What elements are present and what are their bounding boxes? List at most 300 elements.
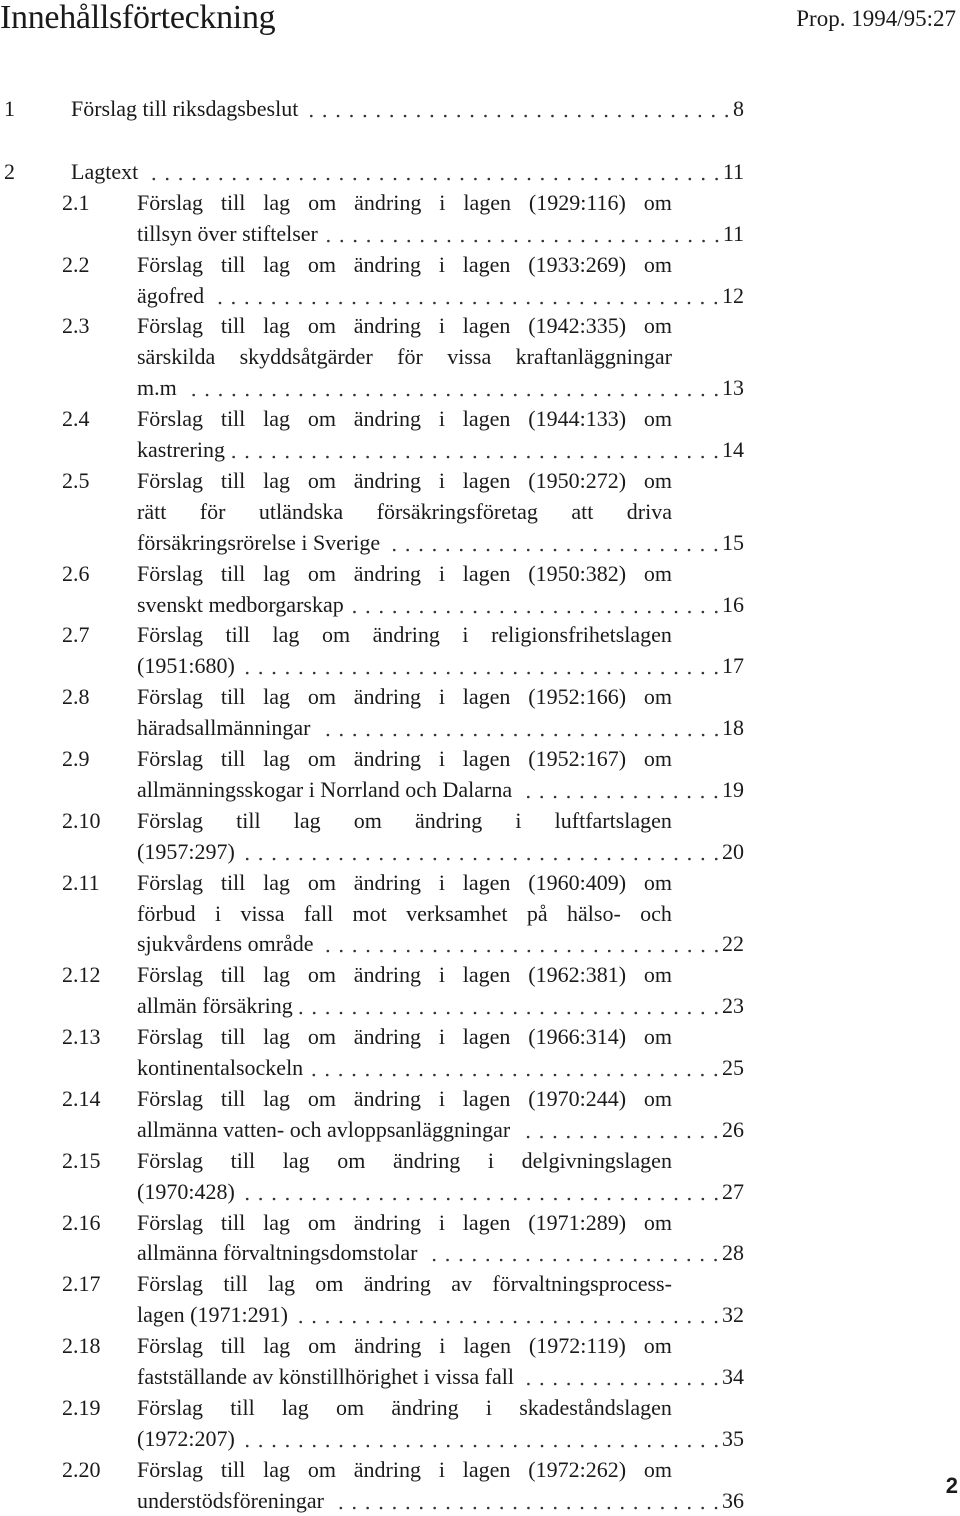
leader-dot — [313, 1444, 316, 1447]
leader-dot — [313, 1321, 316, 1324]
leader-dot — [340, 1444, 343, 1447]
leader-dot — [595, 178, 598, 181]
leader-dot — [340, 734, 343, 737]
dot-leader — [292, 1300, 718, 1330]
leader-dot — [554, 1074, 557, 1077]
toc-entry-title: Förslag till lag om ändring i lagen (1950:272) om — [137, 467, 672, 493]
leader-dot — [688, 456, 691, 459]
leader-dot — [460, 1444, 463, 1447]
leader-dot — [460, 1074, 463, 1077]
leader-dot — [447, 1197, 450, 1200]
dot-leader — [307, 1053, 718, 1083]
leader-dot — [541, 1321, 544, 1324]
leader-dot — [246, 1197, 249, 1200]
leader-dot — [688, 610, 691, 613]
leader-dot — [193, 178, 196, 181]
leader-dot — [715, 1506, 718, 1509]
toc-entry-title: Förslag till lag om ändring i delgivningslagen — [137, 1147, 672, 1173]
toc-entry-page: 14 — [722, 437, 744, 462]
leader-dot — [554, 1444, 557, 1447]
leader-dot — [621, 456, 624, 459]
leader-dot — [649, 239, 652, 242]
leader-dot — [648, 301, 651, 304]
leader-dot — [634, 610, 637, 613]
leader-dot — [632, 115, 635, 118]
leader-dot — [527, 301, 530, 304]
leader-dot — [500, 1259, 503, 1262]
toc-entry-line — [0, 620, 960, 650]
leader-dot — [447, 734, 450, 737]
leader-dot — [514, 1197, 517, 1200]
dot-leader — [239, 1424, 718, 1454]
leader-dot — [594, 796, 597, 799]
leader-dot — [527, 1074, 530, 1077]
leader-dot — [393, 734, 396, 737]
leader-dot — [448, 239, 451, 242]
leader-dot — [220, 178, 223, 181]
leader-dot — [567, 1383, 570, 1386]
leader-dot — [310, 115, 313, 118]
leader-dot — [326, 1197, 329, 1200]
leader-dot — [622, 178, 625, 181]
leader-dot — [487, 1012, 490, 1015]
leader-dot — [715, 1383, 718, 1386]
leader-dot — [514, 734, 517, 737]
leader-dot — [407, 734, 410, 737]
leader-dot — [716, 239, 719, 242]
leader-dot — [433, 548, 436, 551]
leader-dot — [433, 857, 436, 860]
leader-dot — [661, 1012, 664, 1015]
leader-dot — [621, 301, 624, 304]
leader-dot — [634, 1197, 637, 1200]
leader-dot — [420, 950, 423, 953]
leader-dot — [380, 950, 383, 953]
leader-dot — [688, 796, 691, 799]
leader-dot — [461, 239, 464, 242]
dot-leader — [514, 1115, 718, 1145]
toc-entry-line — [0, 775, 960, 805]
leader-dot — [634, 1383, 637, 1386]
toc-entry-line — [0, 1331, 960, 1361]
leader-dot — [608, 1074, 611, 1077]
leader-dot — [474, 1197, 477, 1200]
leader-dot — [619, 115, 622, 118]
leader-dot — [433, 1444, 436, 1447]
leader-dot — [648, 394, 651, 397]
toc-entry-number: 2.19 — [62, 1394, 101, 1420]
leader-dot — [715, 796, 718, 799]
toc-entry-line — [0, 1177, 960, 1207]
leader-dot — [433, 1259, 436, 1262]
leader-dot — [555, 239, 558, 242]
leader-dot — [594, 1506, 597, 1509]
toc-entry-line — [0, 1362, 960, 1392]
leader-dot — [541, 672, 544, 675]
leader-dot — [688, 1383, 691, 1386]
leader-dot — [461, 178, 464, 181]
dot-leader — [239, 837, 718, 867]
leader-dot — [340, 394, 343, 397]
leader-dot — [634, 857, 637, 860]
leader-dot — [541, 178, 544, 181]
leader-dot — [420, 548, 423, 551]
leader-dot — [514, 1506, 517, 1509]
leader-dot — [232, 301, 235, 304]
leader-dot — [393, 610, 396, 613]
leader-dot — [381, 178, 384, 181]
leader-dot — [393, 301, 396, 304]
toc-entry-line — [0, 1053, 960, 1083]
leader-dot — [675, 1259, 678, 1262]
leader-dot — [487, 301, 490, 304]
leader-dot — [340, 239, 343, 242]
leader-dot — [326, 1074, 329, 1077]
toc-entry-line — [0, 590, 960, 620]
dot-leader — [302, 94, 729, 124]
dot-leader — [142, 157, 719, 187]
leader-dot — [594, 1135, 597, 1138]
leader-dot — [366, 734, 369, 737]
leader-dot — [460, 301, 463, 304]
leader-dot — [433, 950, 436, 953]
leader-dot — [608, 950, 611, 953]
leader-dot — [407, 1444, 410, 1447]
leader-dot — [366, 950, 369, 953]
leader-dot — [471, 115, 474, 118]
leader-dot — [581, 301, 584, 304]
toc-entry-title: ägofred — [137, 282, 205, 308]
leader-dot — [299, 1012, 302, 1015]
leader-dot — [635, 239, 638, 242]
leader-dot — [634, 1135, 637, 1138]
leader-dot — [581, 1259, 584, 1262]
leader-dot — [380, 672, 383, 675]
leader-dot — [594, 672, 597, 675]
leader-dot — [487, 1444, 490, 1447]
leader-dot — [608, 239, 611, 242]
leader-dot — [448, 178, 451, 181]
leader-dot — [554, 394, 557, 397]
leader-dot — [541, 456, 544, 459]
toc-entry-title: Förslag till lag om ändring i lagen (1962:381) om — [137, 962, 672, 988]
toc-entry-line — [0, 1424, 960, 1454]
leader-dot — [715, 857, 718, 860]
leader-dot — [675, 1197, 678, 1200]
leader-dot — [313, 1074, 316, 1077]
leader-dot — [567, 857, 570, 860]
leader-dot — [367, 239, 370, 242]
leader-dot — [393, 1444, 396, 1447]
leader-dot — [689, 178, 692, 181]
leader-dot — [621, 394, 624, 397]
leader-dot — [567, 1197, 570, 1200]
leader-dot — [394, 239, 397, 242]
leader-dot — [594, 734, 597, 737]
leader-dot — [675, 1383, 678, 1386]
leader-dot — [353, 610, 356, 613]
toc-entry-number: 2.6 — [62, 560, 90, 586]
dot-leader — [322, 219, 719, 249]
leader-dot — [219, 301, 222, 304]
leader-dot — [273, 1197, 276, 1200]
leader-dot — [286, 857, 289, 860]
leader-dot — [661, 1444, 664, 1447]
leader-dot — [514, 1074, 517, 1077]
leader-dot — [715, 1074, 718, 1077]
leader-dot — [444, 115, 447, 118]
leader-dot — [578, 115, 581, 118]
leader-dot — [527, 1444, 530, 1447]
leader-dot — [514, 950, 517, 953]
leader-dot — [701, 301, 704, 304]
leader-dot — [366, 610, 369, 613]
leader-dot — [420, 734, 423, 737]
leader-dot — [180, 178, 183, 181]
leader-dot — [434, 178, 437, 181]
leader-dot — [715, 950, 718, 953]
leader-dot — [634, 1074, 637, 1077]
leader-dot — [366, 1506, 369, 1509]
leader-dot — [515, 178, 518, 181]
toc-entry-line — [0, 806, 960, 836]
leader-dot — [608, 1135, 611, 1138]
dot-leader — [384, 528, 718, 558]
leader-dot — [525, 115, 528, 118]
leader-dot — [675, 610, 678, 613]
leader-dot — [648, 1074, 651, 1077]
leader-dot — [447, 1506, 450, 1509]
leader-dot — [500, 456, 503, 459]
leader-dot — [259, 1444, 262, 1447]
leader-dot — [514, 1321, 517, 1324]
leader-dot — [581, 1321, 584, 1324]
toc-entry-line — [0, 1455, 960, 1485]
leader-dot — [554, 610, 557, 613]
leader-dot — [541, 1074, 544, 1077]
leader-dot — [407, 548, 410, 551]
leader-dot — [380, 1012, 383, 1015]
leader-dot — [474, 456, 477, 459]
leader-dot — [554, 1321, 557, 1324]
leader-dot — [715, 1444, 718, 1447]
leader-dot — [541, 239, 544, 242]
leader-dot — [661, 456, 664, 459]
toc-entry-page: 20 — [722, 838, 744, 864]
leader-dot — [688, 548, 691, 551]
leader-dot — [259, 1197, 262, 1200]
leader-dot — [380, 1444, 383, 1447]
leader-dot — [314, 178, 317, 181]
leader-dot — [259, 672, 262, 675]
leader-dot — [514, 301, 517, 304]
leader-dot — [701, 1259, 704, 1262]
toc-entry-line — [0, 466, 960, 496]
leader-dot — [712, 115, 715, 118]
leader-dot — [662, 178, 665, 181]
leader-dot — [581, 857, 584, 860]
leader-dot — [420, 1074, 423, 1077]
leader-dot — [565, 115, 568, 118]
leader-dot — [648, 548, 651, 551]
leader-dot — [715, 672, 718, 675]
toc-entry-page: 15 — [722, 529, 744, 555]
toc-entry-number: 2.14 — [62, 1085, 101, 1111]
leader-dot — [688, 1506, 691, 1509]
toc-entry-number: 2 — [4, 158, 15, 184]
leader-dot — [634, 796, 637, 799]
leader-dot — [340, 1197, 343, 1200]
leader-dot — [287, 178, 290, 181]
leader-dot — [447, 672, 450, 675]
leader-dot — [447, 610, 450, 613]
toc-entry-page: 8 — [733, 96, 744, 121]
leader-dot — [460, 1197, 463, 1200]
leader-dot — [659, 115, 662, 118]
leader-dot — [661, 548, 664, 551]
leader-dot — [407, 857, 410, 860]
leader-dot — [407, 394, 410, 397]
leader-dot — [621, 1321, 624, 1324]
leader-dot — [433, 301, 436, 304]
toc-entry-page: 16 — [722, 591, 744, 617]
leader-dot — [327, 239, 330, 242]
leader-dot — [153, 178, 156, 181]
leader-dot — [527, 950, 530, 953]
toc-entry-line — [0, 404, 960, 434]
leader-dot — [634, 394, 637, 397]
leader-dot — [621, 1444, 624, 1447]
leader-dot — [648, 1135, 651, 1138]
leader-dot — [567, 610, 570, 613]
leader-dot — [541, 610, 544, 613]
leader-dot — [300, 178, 303, 181]
leader-dot — [661, 1506, 664, 1509]
leader-dot — [554, 734, 557, 737]
leader-dot — [582, 178, 585, 181]
leader-dot — [675, 1135, 678, 1138]
toc-entry-number: 1 — [4, 96, 15, 121]
leader-dot — [313, 456, 316, 459]
leader-dot — [380, 301, 383, 304]
leader-dot — [407, 950, 410, 953]
leader-dot — [514, 672, 517, 675]
leader-dot — [567, 1135, 570, 1138]
leader-dot — [380, 610, 383, 613]
leader-dot — [420, 1197, 423, 1200]
leader-dot — [460, 1259, 463, 1262]
toc-entry-line — [0, 497, 960, 527]
leader-dot — [608, 178, 611, 181]
leader-dot — [594, 1444, 597, 1447]
leader-dot — [686, 115, 689, 118]
leader-dot — [259, 394, 262, 397]
leader-dot — [672, 115, 675, 118]
leader-dot — [621, 950, 624, 953]
dot-leader — [229, 435, 718, 465]
leader-dot — [500, 1012, 503, 1015]
leader-dot — [393, 1012, 396, 1015]
leader-dot — [634, 950, 637, 953]
leader-dot — [474, 301, 477, 304]
leader-dot — [701, 1012, 704, 1015]
leader-dot — [581, 950, 584, 953]
toc-entry-line — [0, 868, 960, 898]
leader-dot — [621, 1074, 624, 1077]
leader-dot — [299, 301, 302, 304]
leader-dot — [500, 672, 503, 675]
toc-entry-number: 2.4 — [62, 406, 90, 432]
leader-dot — [246, 456, 249, 459]
leader-dot — [581, 1444, 584, 1447]
leader-dot — [554, 950, 557, 953]
toc-entry-page: 27 — [722, 1178, 744, 1204]
leader-dot — [594, 610, 597, 613]
leader-dot — [594, 301, 597, 304]
leader-dot — [608, 1506, 611, 1509]
leader-dot — [326, 950, 329, 953]
leader-dot — [701, 610, 704, 613]
leader-dot — [500, 301, 503, 304]
leader-dot — [354, 239, 357, 242]
leader-dot — [648, 672, 651, 675]
leader-dot — [433, 456, 436, 459]
leader-dot — [594, 548, 597, 551]
toc-entry-number: 2.15 — [62, 1147, 101, 1173]
leader-dot — [433, 1197, 436, 1200]
leader-dot — [366, 672, 369, 675]
toc-entry-number: 2.16 — [62, 1209, 101, 1235]
leader-dot — [487, 1074, 490, 1077]
leader-dot — [701, 394, 704, 397]
leader-dot — [726, 115, 729, 118]
leader-dot — [500, 1074, 503, 1077]
leader-dot — [340, 178, 343, 181]
leader-dot — [527, 857, 530, 860]
leader-dot — [715, 456, 718, 459]
leader-dot — [433, 1012, 436, 1015]
leader-dot — [393, 1506, 396, 1509]
leader-dot — [661, 1197, 664, 1200]
leader-dot — [701, 796, 704, 799]
leader-dot — [608, 394, 611, 397]
leader-dot — [621, 1197, 624, 1200]
leader-dot — [420, 672, 423, 675]
leader-dot — [460, 1012, 463, 1015]
leader-dot — [701, 672, 704, 675]
leader-dot — [554, 796, 557, 799]
leader-dot — [434, 239, 437, 242]
dot-leader — [421, 1238, 718, 1268]
leader-dot — [662, 239, 665, 242]
leader-dot — [380, 394, 383, 397]
leader-dot — [353, 456, 356, 459]
dot-leader — [315, 713, 719, 743]
leader-dot — [460, 610, 463, 613]
toc-entry-title: (1957:297) — [137, 838, 235, 864]
toc-entry-title: kontinentalsockeln — [137, 1055, 304, 1080]
leader-dot — [273, 672, 276, 675]
leader-dot — [353, 301, 356, 304]
leader-dot — [648, 610, 651, 613]
toc-entry-number: 2.3 — [62, 313, 90, 339]
leader-dot — [527, 672, 530, 675]
toc-entry-number: 2.7 — [62, 622, 90, 648]
leader-dot — [527, 1321, 530, 1324]
leader-dot — [487, 1197, 490, 1200]
leader-dot — [326, 734, 329, 737]
leader-dot — [326, 672, 329, 675]
